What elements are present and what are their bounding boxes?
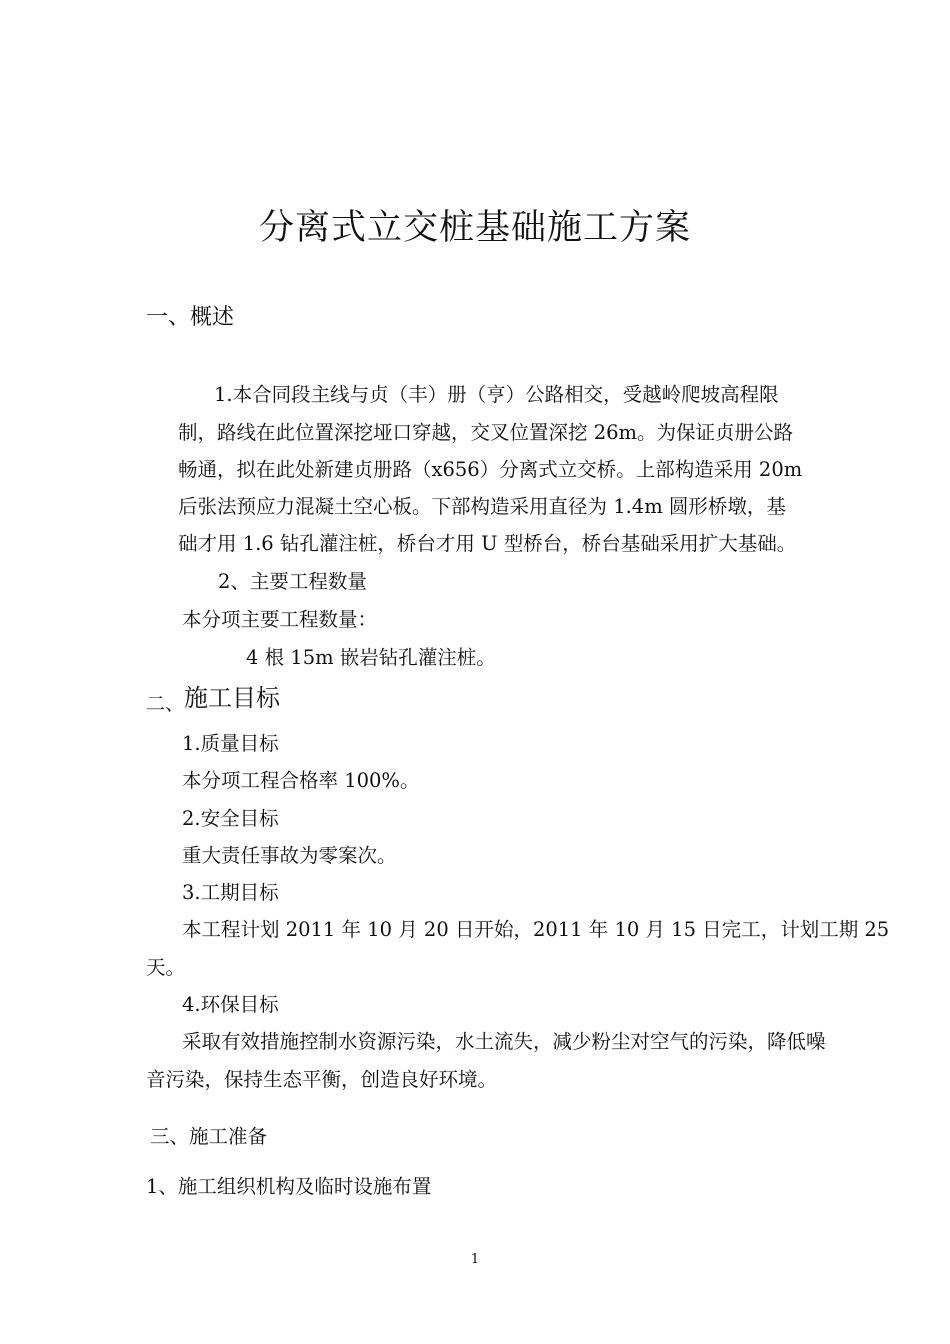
quantities-item: 4 根 15m 嵌岩钻孔灌注桩。 bbox=[246, 646, 496, 669]
section-number: 二、 bbox=[146, 693, 185, 715]
subsection-heading-organization: 1、施工组织机构及临时设施布置 bbox=[146, 1175, 432, 1198]
goal-text-environment-cont: 音污染，保持生态平衡，创造良好环境。 bbox=[146, 1068, 498, 1091]
goal-text-environment: 采取有效措施控制水资源污染，水土流失，减少粉尘对空气的污染，降低噪 bbox=[182, 1030, 826, 1053]
paragraph-line: 畅通，拟在此处新建贞册路（x656）分离式立交桥。上部构造采用 20m bbox=[178, 458, 803, 481]
goal-text-safety: 重大责任事故为零案次。 bbox=[182, 844, 397, 867]
goal-heading-schedule: 3.工期目标 bbox=[182, 881, 279, 904]
section-title: 施工目标 bbox=[184, 684, 281, 712]
section-heading-overview: 一、概述 bbox=[146, 305, 235, 330]
goal-text-schedule-cont: 天。 bbox=[146, 956, 186, 979]
goal-text-schedule: 本工程计划 2011 年 10 月 20 日开始，2011 年 10 月 15 日完工，计划工期 25 bbox=[182, 918, 890, 941]
document-title: 分离式立交桩基础施工方案 bbox=[258, 208, 691, 248]
page-number: 1 bbox=[470, 1252, 480, 1267]
goal-heading-safety: 2.安全目标 bbox=[182, 807, 279, 830]
paragraph-line: 制，路线在此位置深挖垭口穿越，交叉位置深挖 26m。为保证贞册公路 bbox=[178, 421, 794, 444]
paragraph-line: 1.本合同段主线与贞（丰）册（亨）公路相交，受越岭爬坡高程限 bbox=[214, 383, 779, 406]
subsection-heading-quantities: 2、主要工程数量 bbox=[218, 570, 367, 593]
paragraph-line: 础才用 1.6 钻孔灌注桩，桥台才用 U 型桥台，桥台基础采用扩大基础。 bbox=[178, 532, 797, 555]
section-heading-goals bbox=[146, 685, 280, 713]
goal-text-quality: 本分项工程合格率 100%。 bbox=[182, 769, 420, 792]
paragraph-line: 后张法预应力混凝土空心板。下部构造采用直径为 1.4m 圆形桥墩，基 bbox=[178, 495, 786, 518]
section-heading-preparation: 三、施工准备 bbox=[150, 1125, 268, 1148]
quantities-intro: 本分项主要工程数量： bbox=[182, 608, 378, 631]
goal-heading-environment: 4.环保目标 bbox=[182, 993, 279, 1016]
goal-heading-quality: 1.质量目标 bbox=[182, 732, 279, 755]
